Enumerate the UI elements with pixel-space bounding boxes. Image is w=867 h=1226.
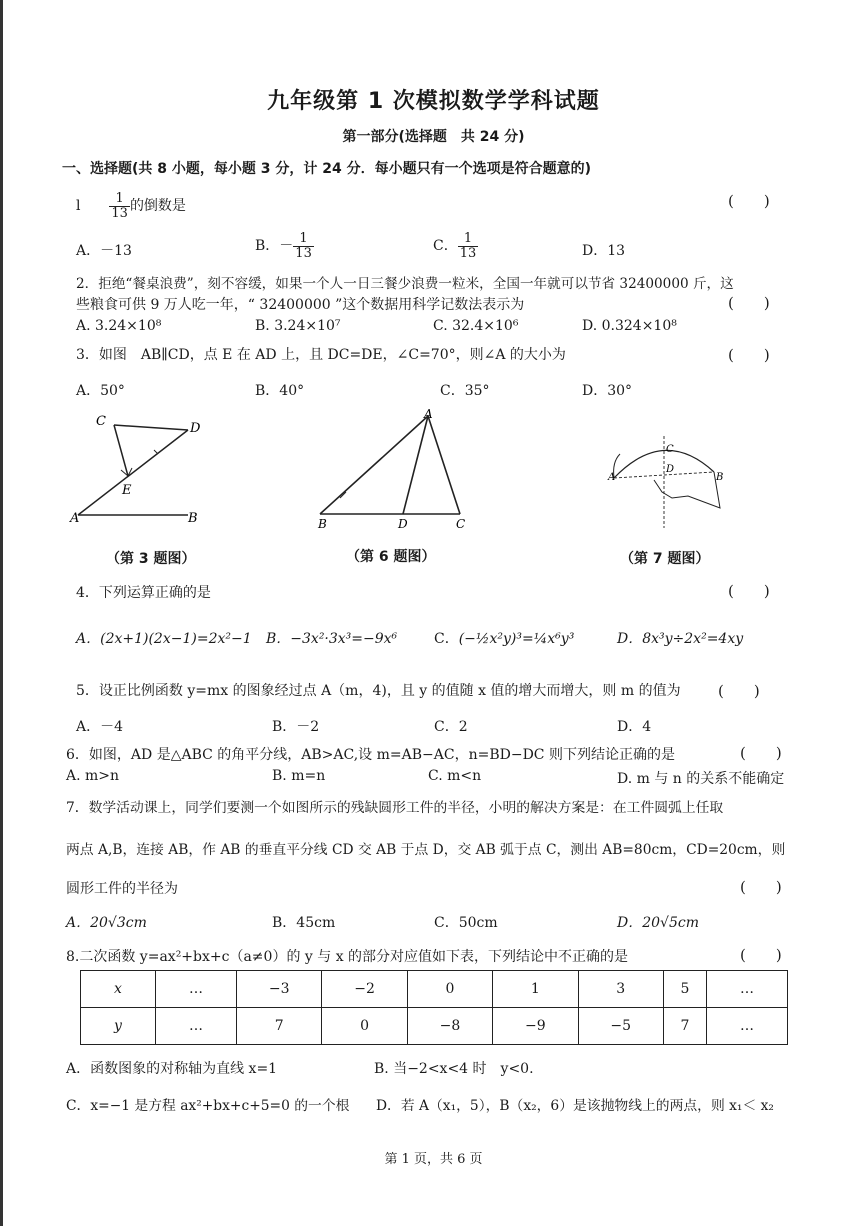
table-cell: 1 [493,971,578,1008]
q6-text: 6．如图，AD 是△ABC 的角平分线，AB>AC,设 m=AB−AC，n=BD−DC 则下列结论正确的是 [66,747,675,763]
q6-option-b: B. m=n [272,768,326,784]
q3-text: 3．如图 AB∥CD，点 E 在 AD 上，且 DC=DE，∠C=70°，则∠A 的大小为 [76,347,566,363]
q1-text: 的倒数是 [129,198,186,215]
f6-label-a: A [424,408,433,421]
q7-line-1: 7．数学活动课上，同学们要测一个如图所示的残缺圆形工件的半径，小明的解决方案是：在工件圆弧上任取 [66,800,724,816]
table-cell: 3 [578,971,663,1008]
q1-number: l [76,198,81,215]
table-cell: … [707,1008,788,1045]
q8-option-d: D．若 A（x₁，5），B（x₂，6）是该抛物线上的两点，则 x₁＜ x₂ [376,1098,774,1114]
q2-option-c: C. 32.4×10⁶ [433,318,519,334]
f3-label-d: D [190,421,201,436]
q8-answer-paren: ( ) [740,946,782,964]
f6-label-c: C [456,517,466,531]
value-table [80,970,788,1045]
q3-option-c: C．35° [440,383,490,399]
table-cell: 0 [407,971,492,1008]
figure-3 [66,410,216,530]
table-cell: 0 [322,1008,407,1045]
q6-option-d: D. m 与 n 的关系不能确定 [617,771,785,787]
q2-option-a: A. 3.24×10⁸ [76,318,162,334]
q7-option-d: D．20√5cm [617,915,699,931]
table-cell: … [707,971,788,1008]
table-cell: −5 [578,1008,663,1045]
table-cell: 5 [663,971,706,1008]
q4-option-c: C．(−½x²y)³=¼x⁶y³ [434,631,575,647]
q5-answer-paren: ( ) [718,682,760,700]
q7-answer-paren: ( ) [740,878,782,896]
q6-option-a: A. m>n [66,768,120,784]
table-cell: −9 [493,1008,578,1045]
q7-option-a: A．20√3cm [66,915,147,931]
q2-answer-paren: ( ) [728,294,770,312]
f3-label-a: A [70,511,80,526]
f7-label-b: B [716,472,724,483]
f6-label-d: D [398,517,408,531]
f7-label-a: A [608,472,616,483]
section-heading: 一、选择题(共 8 小题，每小题 3 分，计 24 分．每小题只有一个选项是符合题意的) [62,161,592,177]
scan-edge [0,0,3,1226]
q3-option-a: A．50° [76,383,125,399]
q8-option-a: A．函数图象的对称轴为直线 x=1 [66,1061,278,1077]
table-cell: 7 [237,1008,322,1045]
table-cell: … [156,971,237,1008]
q3-option-d: D．30° [582,383,633,399]
table-cell: −2 [322,971,407,1008]
q8-option-c: C．x=−1 是方程 ax²+bx+c+5=0 的一个根 [66,1098,350,1114]
q2-option-b: B. 3.24×10⁷ [255,318,341,334]
question-1 [76,192,186,220]
q7-option-c: C．50cm [434,915,498,931]
q5-option-c: C．2 [434,719,468,735]
table-row-x [81,971,788,1008]
q5-text: 5．设正比例函数 y=mx 的图象经过点 A（m，4)，且 y 的值随 x 值的增大而增大，则 m 的值为 [76,683,681,699]
table-cell: 7 [663,1008,706,1045]
f3-label-b: B [188,511,198,526]
q1-option-a: A．－13 [76,243,132,259]
q4-option-d: D．8x³y÷2x²=4xy [617,631,744,647]
q1-option-b: B．－ $\frac{1}{13}$ [255,231,312,261]
q7-line-3: 圆形工件的半径为 [66,881,178,897]
table-row-y [81,1008,788,1045]
q8-text: 8.二次函数 y=ax²+bx+c（a≠0）的 y 与 x 的部分对应值如下表，下列结论中不正确的是 [66,949,629,965]
table-cell: −8 [407,1008,492,1045]
page-title: 九年级第 1 次模拟数学学科试题 [267,89,600,114]
q3-answer-paren: ( ) [728,346,770,364]
q1-fraction: $\frac{1}{13}$ [111,191,128,221]
q8-option-b: B. 当−2<x<4 时 y<0. [374,1061,534,1077]
figure-3-caption: （第 3 题图） [106,551,196,567]
table-cell: y [81,1008,156,1045]
q4-text: 4．下列运算正确的是 [76,585,211,601]
q7-option-b: B．45cm [272,915,336,931]
q6-option-c: C. m<n [428,768,482,784]
table-cell: x [81,971,156,1008]
q4-option-a: A．(2x+1)(2x−1)=2x²−1 [76,631,252,647]
q2-line-1: 2．拒绝“餐桌浪费”，刻不容缓，如果一个人一日三餐少浪费一粒米，全国一年就可以节省 32400000 斤，这 [76,276,734,292]
q5-option-a: A．－4 [76,719,124,735]
f3-label-e: E [122,483,132,498]
figure-6 [310,408,480,534]
f7-label-d: D [666,464,675,475]
q5-option-d: D．4 [617,719,652,735]
figure-6-caption: （第 6 题图） [346,549,436,565]
page-footer: 第 1 页，共 6 页 [384,1152,483,1167]
f7-label-c: C [666,444,674,455]
f3-label-c: C [96,414,106,429]
part-subtitle: 第一部分(选择题 共 24 分) [342,129,525,145]
q7-line-2: 两点 A,B，连接 AB，作 AB 的垂直平分线 CD 交 AB 于点 D，交 AB 弧于点 C，测出 AB=80cm，CD=20cm，则 [66,842,786,858]
q1-option-c: C． $\frac{1}{13}$ [433,231,477,261]
q3-option-b: B．40° [255,383,305,399]
table-cell: … [156,1008,237,1045]
q5-option-b: B．－2 [272,719,320,735]
q4-answer-paren: ( ) [728,582,770,600]
q6-answer-paren: ( ) [740,744,782,762]
q2-line-2: 些粮食可供 9 万人吃一年，“ 32400000 ”这个数据用科学记数法表示为 [76,297,525,313]
q1-option-d: D．13 [582,243,626,259]
table-cell: −3 [237,971,322,1008]
figure-7 [600,432,730,530]
figure-7-caption: （第 7 题图） [620,551,710,567]
f6-label-b: B [318,517,327,531]
q2-option-d: D. 0.324×10⁸ [582,318,677,334]
q1-answer-paren: ( ) [728,192,770,210]
q4-option-b: B．−3x²·3x³=−9x⁶ [266,631,398,647]
